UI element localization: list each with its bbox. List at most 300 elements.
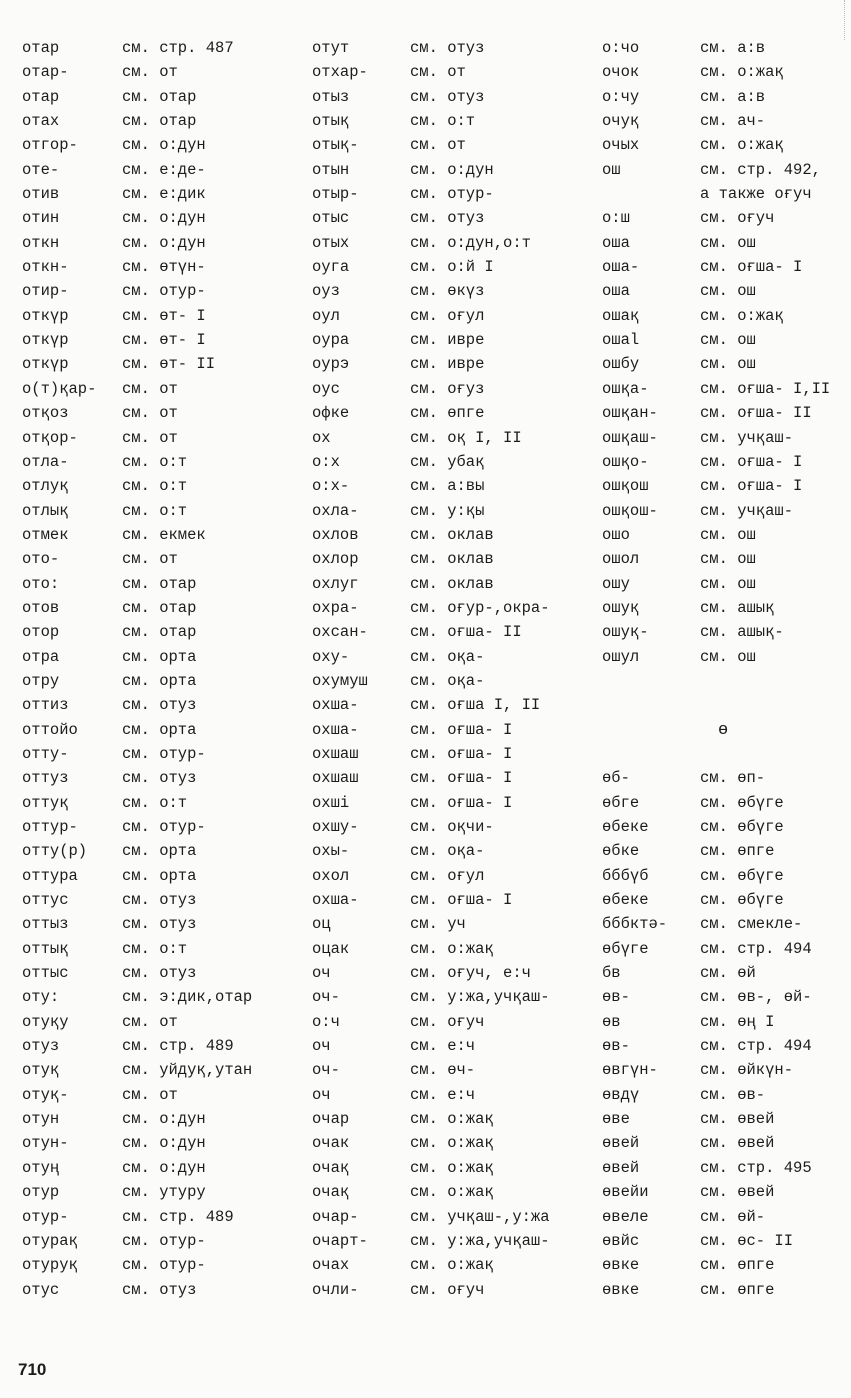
headword: охла- bbox=[312, 501, 359, 520]
entry-row bbox=[22, 1058, 297, 1082]
entry-row bbox=[22, 1278, 297, 1302]
entry-row bbox=[602, 231, 846, 255]
cross-reference: см. оғша- I bbox=[410, 891, 513, 910]
entry-row bbox=[22, 377, 297, 401]
entry-row bbox=[22, 1010, 297, 1034]
headword: отус bbox=[22, 1280, 60, 1299]
headword: ошаl bbox=[602, 331, 640, 350]
headword: откн- bbox=[22, 258, 69, 277]
cross-reference: см. о:т bbox=[122, 939, 188, 958]
entry-row bbox=[312, 791, 590, 815]
cross-reference: см. ашық bbox=[700, 598, 775, 617]
headword bbox=[602, 742, 700, 766]
entry-row bbox=[22, 109, 297, 133]
cross-reference: см. оғша- I bbox=[410, 769, 513, 788]
cross-reference: см. оклав bbox=[410, 550, 494, 569]
entry-row bbox=[602, 1229, 846, 1253]
entry-row bbox=[22, 499, 297, 523]
entry-row bbox=[312, 133, 590, 157]
headword: охсан- bbox=[312, 623, 368, 642]
cross-reference: см. о:т bbox=[122, 501, 188, 520]
cross-reference: см. о:жақ bbox=[410, 1158, 494, 1177]
headword: отла- bbox=[22, 452, 69, 471]
headword: откүр bbox=[22, 355, 69, 374]
entry-row bbox=[602, 693, 846, 717]
headword: оттыс bbox=[22, 964, 69, 983]
headword: ошақ bbox=[602, 306, 640, 325]
headword: оттур- bbox=[22, 818, 78, 836]
entry-row bbox=[22, 1131, 297, 1155]
entry-row bbox=[22, 572, 297, 596]
headword: өб- bbox=[602, 769, 630, 788]
cross-reference: см. өң I bbox=[700, 1012, 775, 1031]
cross-reference: см. оғша- I bbox=[410, 720, 513, 739]
headword: отун- bbox=[22, 1134, 69, 1153]
entry-row bbox=[22, 791, 297, 815]
entry-row bbox=[602, 572, 846, 596]
headword: охша- bbox=[312, 720, 359, 739]
entry-row bbox=[22, 450, 297, 474]
entry-row bbox=[22, 1253, 297, 1277]
headword: о:х- bbox=[312, 477, 350, 496]
entry-row bbox=[602, 158, 846, 182]
cross-reference: см. оғша- I bbox=[700, 477, 803, 496]
cross-reference: см. өт- II bbox=[122, 355, 216, 374]
headword: оттық bbox=[22, 939, 69, 958]
cross-reference: см. у:жа,учқаш- bbox=[410, 988, 550, 1007]
entry-row bbox=[22, 523, 297, 547]
entry-row bbox=[312, 864, 590, 888]
cross-reference: см. утуру bbox=[122, 1183, 206, 1202]
cross-reference: см. ош bbox=[700, 282, 756, 301]
headword: ошқаш- bbox=[602, 428, 658, 447]
entry-row bbox=[22, 1034, 297, 1058]
entry-row bbox=[312, 839, 590, 863]
cross-reference: см. өвей bbox=[700, 1183, 775, 1202]
cross-reference bbox=[700, 693, 846, 717]
cross-reference: см. өвей bbox=[700, 1110, 775, 1129]
entry-row bbox=[22, 1107, 297, 1131]
cross-reference: см. өт- I bbox=[122, 306, 206, 325]
cross-reference: см. учқаш-,у:жа bbox=[410, 1207, 550, 1226]
headword: отур- bbox=[22, 1207, 69, 1226]
entry-row bbox=[312, 766, 590, 790]
cross-reference: см. өпге bbox=[700, 842, 775, 861]
cross-reference: см. орта bbox=[122, 842, 197, 861]
headword bbox=[602, 669, 700, 693]
headword: отуқ bbox=[22, 1061, 60, 1080]
headword: оттиз bbox=[22, 696, 69, 715]
entry-row bbox=[312, 304, 590, 328]
cross-reference: см. ашық- bbox=[700, 623, 784, 642]
headword: оттуз bbox=[22, 769, 69, 788]
entry-row bbox=[602, 1083, 846, 1107]
entry-row bbox=[602, 1205, 846, 1229]
entry-row bbox=[22, 669, 297, 693]
cross-reference: см. өт- I bbox=[122, 331, 206, 350]
column-2 bbox=[312, 36, 590, 1302]
entry-row bbox=[22, 133, 297, 157]
headword: ошбу bbox=[602, 355, 640, 374]
cross-reference: см. смекле- bbox=[700, 915, 803, 934]
entry-row bbox=[602, 182, 846, 206]
entry-row bbox=[22, 401, 297, 425]
cross-reference: см. орта bbox=[122, 866, 197, 885]
entry-row bbox=[312, 1253, 590, 1277]
headword: отив bbox=[22, 185, 60, 204]
entry-row bbox=[22, 547, 297, 571]
cross-reference: см. отуз bbox=[122, 891, 197, 910]
entry-row bbox=[312, 547, 590, 571]
cross-reference: см. стр. 487 bbox=[122, 39, 234, 57]
entry-row bbox=[312, 912, 590, 936]
headword: охы- bbox=[312, 842, 350, 861]
headword: отгор- bbox=[22, 136, 78, 155]
entry-row bbox=[22, 718, 297, 742]
entry-row bbox=[602, 85, 846, 109]
headword: оура bbox=[312, 331, 350, 350]
headword: өв- bbox=[602, 1037, 630, 1056]
headword: отлық bbox=[22, 501, 69, 520]
headword: охшаш bbox=[312, 769, 359, 788]
headword: о:чу bbox=[602, 87, 640, 106]
entry-row bbox=[312, 158, 590, 182]
cross-reference: см. оғуч bbox=[700, 209, 775, 228]
cross-reference: см. о:т bbox=[122, 793, 188, 812]
headword: ошуқ- bbox=[602, 623, 649, 642]
cross-reference: см. оғша- I bbox=[700, 452, 803, 471]
headword: отту(р) bbox=[22, 842, 88, 861]
headword: отлуқ bbox=[22, 477, 69, 496]
cross-reference: см. о:жақ bbox=[700, 63, 784, 82]
headword: оус bbox=[312, 379, 340, 398]
headword: откүр bbox=[22, 306, 69, 325]
entry-row bbox=[312, 1058, 590, 1082]
cross-reference: см. е:дик bbox=[122, 185, 206, 204]
cross-reference: см. о:дун bbox=[122, 1158, 206, 1177]
headword: оте- bbox=[22, 160, 60, 179]
headword: отыр- bbox=[312, 185, 359, 204]
headword: очли- bbox=[312, 1280, 359, 1299]
entry-row bbox=[602, 669, 846, 693]
cross-reference: см. оғша- II bbox=[410, 623, 522, 642]
entry-row bbox=[602, 328, 846, 352]
column-1 bbox=[22, 36, 297, 1302]
cross-reference: см. иврe bbox=[410, 331, 485, 350]
headword: бббктә- bbox=[602, 915, 668, 934]
headword: очақ bbox=[312, 1158, 350, 1177]
entry-row bbox=[312, 1205, 590, 1229]
entry-row bbox=[602, 1156, 846, 1180]
headword: отқоз bbox=[22, 404, 69, 423]
entry-row bbox=[312, 36, 590, 60]
headword: өвке bbox=[602, 1256, 640, 1275]
headword: отун bbox=[22, 1110, 60, 1129]
headword: отын bbox=[312, 160, 350, 179]
cross-reference: см. стр. 489 bbox=[122, 1207, 234, 1226]
entry-row bbox=[312, 377, 590, 401]
headword: отуң bbox=[22, 1158, 60, 1177]
headword: өвей bbox=[602, 1134, 640, 1153]
headword: ошқа- bbox=[602, 379, 649, 398]
cross-reference: см. оғша I, II bbox=[410, 696, 541, 715]
cross-reference: см. отуз bbox=[122, 915, 197, 934]
cross-reference: см. өч- bbox=[410, 1061, 476, 1080]
cross-reference: см. отар bbox=[122, 112, 197, 131]
entry-row bbox=[22, 864, 297, 888]
cross-reference: см. о:жақ bbox=[410, 1183, 494, 1202]
headword: отин bbox=[22, 209, 60, 228]
cross-reference: см. отар bbox=[122, 598, 197, 617]
headword: отту- bbox=[22, 744, 69, 763]
entry-row bbox=[22, 1180, 297, 1204]
headword: очақ bbox=[312, 1183, 350, 1202]
cross-reference: см. от bbox=[122, 550, 178, 569]
entry-row bbox=[312, 255, 590, 279]
entry-row bbox=[312, 1278, 590, 1302]
entry-row bbox=[22, 985, 297, 1009]
entry-row bbox=[312, 182, 590, 206]
entry-row bbox=[602, 791, 846, 815]
entry-row bbox=[602, 401, 846, 425]
headword: ото- bbox=[22, 550, 60, 569]
headword: өвдү bbox=[602, 1085, 640, 1104]
entry-row bbox=[22, 304, 297, 328]
headword: очак bbox=[312, 1134, 350, 1153]
entry-row bbox=[602, 304, 846, 328]
headword: өбеке bbox=[602, 891, 649, 910]
cross-reference: см. ош bbox=[700, 647, 756, 666]
headword: отар- bbox=[22, 63, 69, 82]
headword: о(т)қар- bbox=[22, 379, 97, 398]
cross-reference: см. оқа- bbox=[410, 842, 485, 861]
entry-row bbox=[602, 620, 846, 644]
entry-row bbox=[22, 60, 297, 84]
headword: отық- bbox=[312, 136, 359, 155]
cross-reference: см. а:вы bbox=[410, 477, 485, 496]
cross-reference: см. отур- bbox=[122, 744, 206, 763]
headword: оцак bbox=[312, 939, 350, 958]
cross-reference: см. стр. 494 bbox=[700, 939, 812, 958]
entry-row bbox=[312, 60, 590, 84]
cross-reference: см. о:т bbox=[410, 112, 476, 131]
headword: оч bbox=[312, 964, 331, 983]
entry-row bbox=[22, 620, 297, 644]
headword: отурақ bbox=[22, 1231, 78, 1250]
entry-row bbox=[602, 1180, 846, 1204]
entry-row bbox=[312, 109, 590, 133]
cross-reference: см. орта bbox=[122, 647, 197, 666]
entry-row bbox=[22, 231, 297, 255]
cross-reference: см. отуз bbox=[122, 696, 197, 715]
headword: отра bbox=[22, 647, 60, 666]
cross-reference bbox=[700, 669, 846, 693]
cross-reference: см. отар bbox=[122, 574, 197, 593]
cross-reference: см. иврe bbox=[410, 355, 485, 374]
entry-row bbox=[22, 937, 297, 961]
headword: оша bbox=[602, 282, 630, 301]
cross-reference: см. отар bbox=[122, 87, 197, 106]
headword: өвгүн- bbox=[602, 1061, 658, 1080]
scan-edge-mark bbox=[838, 0, 845, 40]
entry-row bbox=[602, 499, 846, 523]
headword: ош bbox=[602, 160, 621, 179]
headword: оттойо bbox=[22, 720, 78, 739]
cross-reference: см. о:т bbox=[122, 452, 188, 471]
cross-reference: см. оғша- I bbox=[410, 744, 513, 763]
headword: оху- bbox=[312, 647, 350, 666]
headword: охша- bbox=[312, 891, 359, 910]
entry-row bbox=[22, 742, 297, 766]
cross-reference bbox=[700, 742, 846, 766]
cross-reference: см. о:жақ bbox=[410, 939, 494, 958]
cross-reference: см. отуз bbox=[122, 1280, 197, 1299]
entry-row bbox=[22, 426, 297, 450]
headword bbox=[602, 182, 700, 206]
headword: очок bbox=[602, 63, 640, 82]
cross-reference: см. о:дун bbox=[122, 1110, 206, 1129]
entry-row bbox=[602, 1278, 846, 1302]
cross-reference: см. өй bbox=[700, 964, 756, 983]
entry-row bbox=[602, 937, 846, 961]
cross-reference: см. өкүз bbox=[410, 282, 485, 301]
entry-row bbox=[602, 1010, 846, 1034]
entry-row bbox=[312, 620, 590, 644]
entry-row bbox=[602, 766, 846, 790]
headword bbox=[602, 693, 700, 717]
headword: отыз bbox=[312, 87, 350, 106]
column-3 bbox=[602, 36, 846, 1302]
cross-reference: см. өп- bbox=[700, 769, 766, 788]
cross-reference: см. отур- bbox=[122, 282, 206, 301]
headword: оттура bbox=[22, 866, 78, 885]
headword: отуруқ bbox=[22, 1256, 78, 1275]
cross-reference: см. стр. 494 bbox=[700, 1037, 812, 1056]
cross-reference: см. ош bbox=[700, 574, 756, 593]
entry-row bbox=[22, 766, 297, 790]
headword: охлор bbox=[312, 550, 359, 569]
cross-reference: см. өпге bbox=[410, 404, 485, 423]
cross-reference: см. өтүн- bbox=[122, 258, 206, 277]
entry-row bbox=[312, 1107, 590, 1131]
headword: оул bbox=[312, 306, 340, 325]
headword: отур bbox=[22, 1183, 60, 1202]
entry-row bbox=[22, 961, 297, 985]
entry-row bbox=[22, 279, 297, 303]
headword: бв bbox=[602, 964, 621, 983]
entry-row bbox=[312, 937, 590, 961]
headword: өбке bbox=[602, 842, 640, 861]
entry-row bbox=[312, 669, 590, 693]
headword: ошол bbox=[602, 550, 640, 569]
headword: о:чо bbox=[602, 39, 640, 57]
entry-row bbox=[22, 36, 297, 60]
cross-reference: см. от bbox=[122, 1012, 178, 1031]
cross-reference: см. о:дун bbox=[122, 1134, 206, 1153]
cross-reference: см. ач- bbox=[700, 112, 766, 131]
entry-row bbox=[602, 206, 846, 230]
entry-row bbox=[602, 1058, 846, 1082]
headword: отах bbox=[22, 112, 60, 131]
entry-row bbox=[22, 255, 297, 279]
headword: о:ч bbox=[312, 1012, 340, 1031]
cross-reference: см. о:жақ bbox=[700, 136, 784, 155]
headword: охол bbox=[312, 866, 350, 885]
entry-row bbox=[312, 1229, 590, 1253]
cross-reference: см. от bbox=[122, 428, 178, 447]
cross-reference: см. ош bbox=[700, 233, 756, 252]
entry-row bbox=[22, 1229, 297, 1253]
headword: о:ш bbox=[602, 209, 630, 228]
headword: о:х bbox=[312, 452, 340, 471]
cross-reference: см. отуз bbox=[410, 87, 485, 106]
entry-row bbox=[312, 499, 590, 523]
cross-reference: см. о:т bbox=[122, 477, 188, 496]
headword: өв bbox=[602, 1012, 621, 1031]
cross-reference: см. ош bbox=[700, 331, 756, 350]
entry-row bbox=[602, 523, 846, 547]
entry-row bbox=[312, 206, 590, 230]
headword: отор bbox=[22, 623, 60, 642]
cross-reference: см. оғуз bbox=[410, 379, 485, 398]
entry-row bbox=[602, 596, 846, 620]
cross-reference: см. оғуч, е:ч bbox=[410, 964, 531, 983]
headword: охша- bbox=[312, 696, 359, 715]
entry-row bbox=[602, 377, 846, 401]
cross-reference: см. өбүге bbox=[700, 866, 784, 885]
entry-row bbox=[312, 1156, 590, 1180]
cross-reference: см. о:жақ bbox=[410, 1110, 494, 1129]
entry-row bbox=[312, 450, 590, 474]
headword: отмек bbox=[22, 525, 69, 544]
headword: охлуг bbox=[312, 574, 359, 593]
cross-reference: см. о:жақ bbox=[700, 306, 784, 325]
headword: очуқ bbox=[602, 112, 640, 131]
cross-reference: см. ош bbox=[700, 550, 756, 569]
headword: оурэ bbox=[312, 355, 350, 374]
entry-row bbox=[22, 206, 297, 230]
cross-reference: см. уч bbox=[410, 915, 466, 934]
headword: оч bbox=[312, 1037, 331, 1056]
entry-row bbox=[602, 912, 846, 936]
cross-reference: см. от bbox=[122, 404, 178, 423]
cross-reference: см. у:қы bbox=[410, 501, 485, 520]
entry-row bbox=[602, 815, 846, 839]
cross-reference: см. өс- II bbox=[700, 1231, 794, 1250]
entry-row bbox=[22, 352, 297, 376]
entry-row bbox=[602, 426, 846, 450]
cross-reference: см. от bbox=[122, 1085, 178, 1104]
entry-row bbox=[602, 474, 846, 498]
cross-reference: см. отуз bbox=[122, 964, 197, 983]
headword: отов bbox=[22, 598, 60, 617]
cross-reference: см. оғур-,окра- bbox=[410, 598, 550, 617]
entry-row bbox=[312, 1131, 590, 1155]
headword: ошу bbox=[602, 574, 630, 593]
entry-row bbox=[602, 1034, 846, 1058]
headword: очых bbox=[602, 136, 640, 155]
cross-reference: см. о:й I bbox=[410, 258, 494, 277]
headword: откүр bbox=[22, 331, 69, 350]
headword: отық bbox=[312, 112, 350, 131]
page-number: 710 bbox=[18, 1360, 47, 1379]
headword bbox=[602, 718, 700, 742]
cross-reference: см. от bbox=[122, 379, 178, 398]
cross-reference: см. е:ч bbox=[410, 1037, 476, 1056]
cross-reference: см. өбүге bbox=[700, 891, 784, 910]
entry-row bbox=[602, 1107, 846, 1131]
cross-reference: см. убақ bbox=[410, 452, 485, 471]
